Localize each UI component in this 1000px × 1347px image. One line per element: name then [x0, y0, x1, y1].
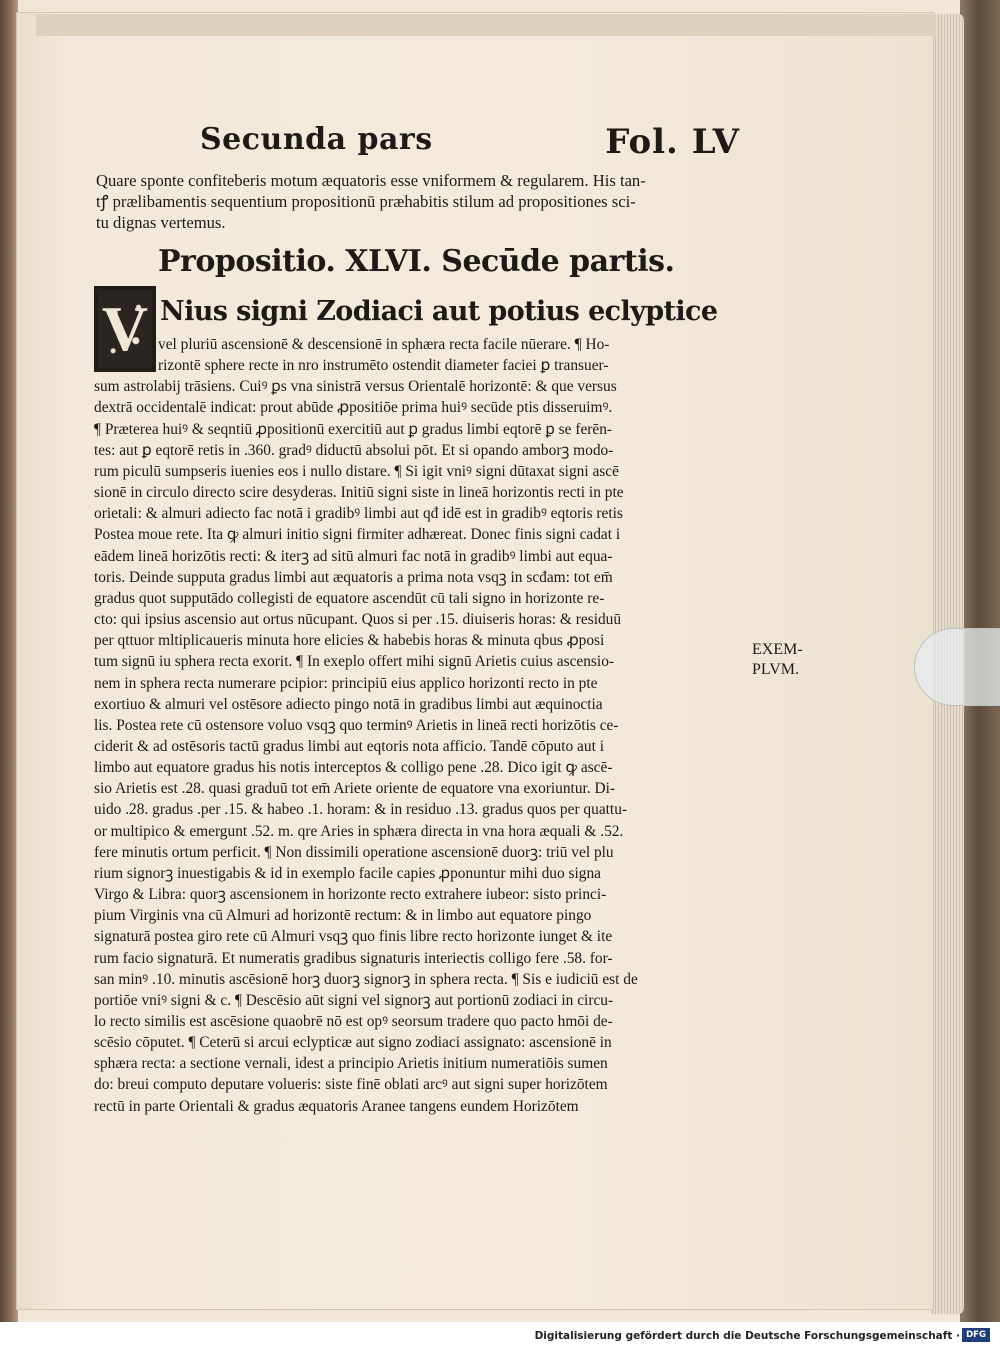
text-line: rizontē sphere recte in nro instrumēto ostendit diameter faciei ꝑ transuer- — [158, 357, 609, 375]
text-line: eādem lineā horizōtis recti: & iterꝫ ad sitū almuri fac notā in gradibꝰ limbi aut equa- — [94, 547, 613, 565]
intro-paragraph — [96, 170, 736, 233]
text-line: rum piculū sumpseris iuenies eos i nullo distare. ¶ Si igit vniꝰ signi dūtaxat signi ascē — [94, 462, 619, 480]
text-line: uido .28. gradus .per .15. & habeo .1. horam: & in residuo .13. gradus quos per quattu- — [94, 801, 628, 819]
text-line: toris. Deinde supputa gradus limbi aut æquatoris a prima nota vsqꝫ in scđam: tot em̄ — [94, 568, 613, 586]
text-line: tum signū iu sphera recta exorit. ¶ In exeplo offert mihi signū Arietis cuius ascensio- — [94, 653, 615, 671]
body-text — [94, 334, 740, 1117]
text-line: dextrā occidentalē indicat: prout abūde ꝓpositiōe prima huiꝰ secūde ptis disseruimꝰ. — [94, 399, 613, 417]
text-line: scēsio cōputet. ¶ Ceterū si arcui eclypticæ aut signo zodiaci assignato: ascensionē in — [94, 1034, 612, 1052]
text-line: portiōe vniꝰ signi & c. ¶ Descēsio aūt signi vel signorꝫ aut portionū zodiaci in circu- — [94, 991, 614, 1009]
text-line: sionē in circulo directo scire desyderas. Initiū signi siste in lineā horizontis recti in pte — [94, 484, 624, 502]
text-line: gradus quot supputādo collegisti de equatore ascendūt cū tali signo in horizonte re- — [94, 589, 605, 607]
text-line: orietali: & almuri adiecto fac notā i gradibꝰ limbi aut qđ idē est in gradibꝰ eqtoris retis — [94, 505, 623, 523]
text-line: fere minutis ortum perficit. ¶ Non dissimili operatione ascensionē duorꝫ: triū vel plu — [94, 843, 614, 861]
funding-notice: Digitalisierung gefördert durch die Deutsche Forschungsgemeinschaft · — [534, 1330, 960, 1342]
header-folio: Fol. LV — [605, 122, 740, 162]
margin-note — [752, 640, 832, 680]
text-line: rum facio signaturā. Et numeratis gradibus signaturis interiectis colligo fere .58. for- — [94, 949, 613, 967]
text-line: exortiuo & almuri vel ostēsore adiecto pingo notā in gradibus limbi aut æquinoctia — [94, 695, 603, 713]
running-header — [200, 122, 740, 174]
text-line: tes: aut ꝑ eqtorē retis in .360. gradꝰ diductū absolui pōt. Et si opando amborꝫ modo- — [94, 441, 614, 459]
text-line: rium signorꝫ inuestigabis & id in exemplo facile capies ꝓponuntur mihi duo signa — [94, 864, 601, 882]
margin-note-line: PLVM. — [752, 661, 799, 678]
text-line: nem in sphera recta numerare pcipior: principiū eius applico horizonti recto in pte — [94, 674, 598, 692]
text-line: vel pluriū ascensionē & descensionē in sphæra recta facile nūerare. ¶ Ho- — [158, 336, 610, 353]
text-line: signaturā postea giro rete cū Almuri vsqꝫ quo finis libre recto horizonte iunget & ite — [94, 928, 613, 946]
text-line: Virgo & Libra: quorꝫ ascensionem in horizonte recto extrahere iubeor: sisto princi- — [94, 886, 607, 904]
initial-letter: V — [101, 293, 149, 364]
text-line: lo recto similis est ascēsione quaobrē nō est opꝰ seorsum tradere quo pacto hmōi de- — [94, 1013, 613, 1030]
text-line: rectū in parte Orientali & gradus æquatoris Aranee tangens eundem Horizōtem — [94, 1097, 579, 1115]
text-line: Postea moue rete. Ita ꝙ almuri initio signi firmiter adhæreat. Donec finis signi cadat i — [94, 526, 621, 544]
text-line: ciderit & ad ostēsoris tactū gradus limbi aut eqtoris nota afficio. Tandē cōputo aut i — [94, 737, 604, 755]
bookmark-clip — [914, 628, 1000, 706]
proposition-heading: Propositio. XLVI. Secūde partis. — [158, 244, 675, 279]
intro-line: tu dignas vertemus. — [96, 213, 226, 232]
margin-note-line: EXEM- — [752, 641, 803, 658]
intro-line: Quare sponte confiteberis motum æquatoris esse vniformem & regularem. His tan- — [96, 171, 646, 190]
text-line: limbo aut equatore gradus his notis interceptos & colligo pene .28. Dico igit ꝙ ascē- — [94, 759, 613, 777]
text-line: sio Arietis est .28. quasi graduū tot em̄ Ariete oriente de equatore vna exoriuntur. Di- — [94, 780, 616, 798]
first-line-large: Nius signi Zodiaci aut potius eclyptice — [160, 296, 718, 327]
text-line: ¶ Præterea huiꝰ & seqntiū ꝓpositionū exercitiū aut ꝑ gradus limbi eqtorē ꝑ se ferēn- — [94, 420, 613, 438]
dfg-logo: DFG — [962, 1328, 990, 1342]
text-line: cto: qui ipsius ascensio aut ortus nūcupant. Quos si per .15. diuiseris horas: & residuū — [94, 611, 622, 629]
text-line: lis. Postea rete cū ostensore voluo vsqꝫ quo terminꝰ Arietis in lineā recti horizōtis ce- — [94, 716, 619, 734]
header-section-title: Secunda pars — [200, 122, 433, 157]
text-line: per qttuor mltiplicaueris minuta hore elicies & habebis horas & minuta qbus ꝓposi — [94, 632, 605, 650]
text-line: or multipico & emergunt .52. m. qre Aries in sphæra directa in vna hora æquali & .52. — [94, 822, 624, 840]
page-top-strip — [36, 14, 936, 36]
intro-line: tꝭ prælibamentis sequentium propositionū præhabitis stilum ad propositiones sci- — [96, 192, 636, 211]
text-line: san minꝰ .10. minutis ascēsionē horꝫ duorꝫ signorꝫ in sphera recta. ¶ Sis e iudiciū est de — [94, 970, 638, 988]
text-line: do: breui computo deputare volueris: siste finē oblati arcꝰ aut signi super horizōtem — [94, 1076, 608, 1094]
text-line: pium Virginis vna cū Almuri ad horizontē rectum: & in limbo aut equatore pingo — [94, 907, 592, 925]
text-line: sum astrolabij trāsiens. Cuiꝰ ꝑs vna sinistrā versus Orientalē horizontē: & que versus — [94, 378, 617, 396]
text-line: sphæra recta: a sectione vernali, idest a principio Arietis initium numeratiōis sumen — [94, 1055, 608, 1073]
